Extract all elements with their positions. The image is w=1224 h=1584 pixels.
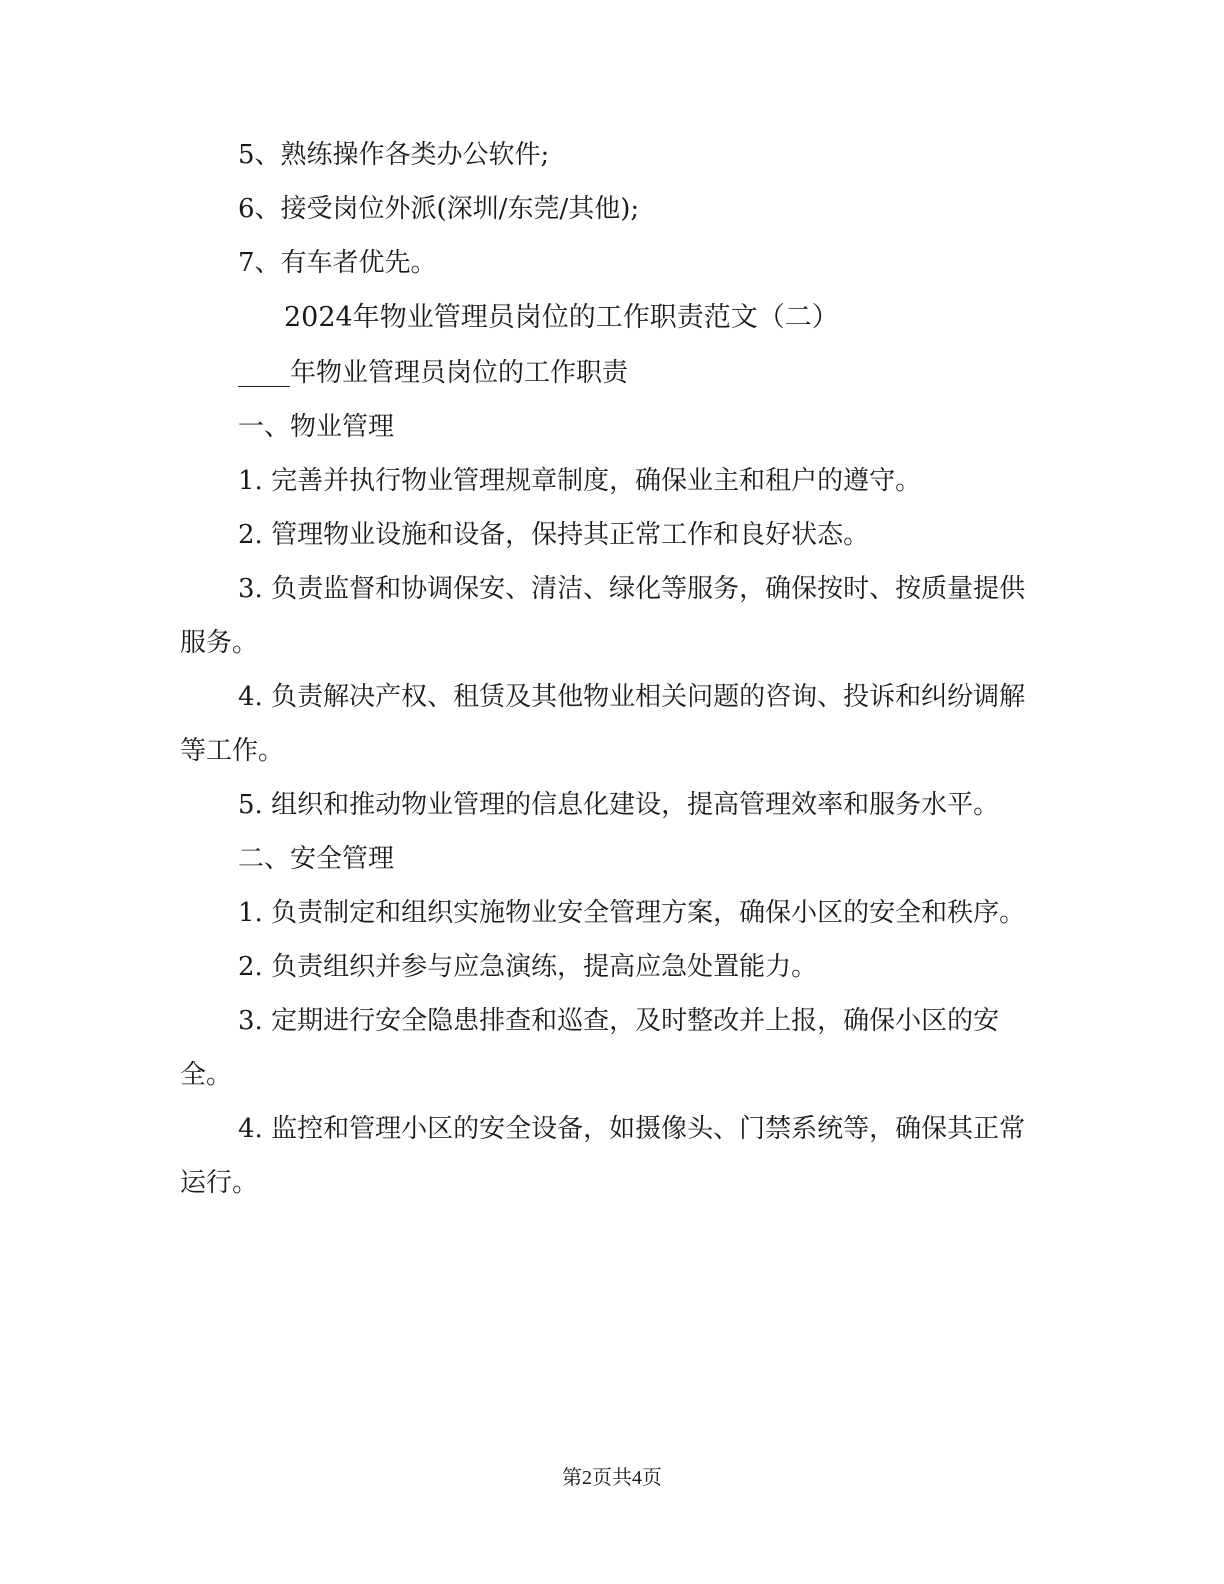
part2-item: 1. 负责制定和组织实施物业安全管理方案，确保小区的安全和秩序。	[238, 898, 1026, 928]
document-body	[180, 128, 1030, 1210]
part1-item: 1. 完善并执行物业管理规章制度，确保业主和租户的遵守。	[238, 466, 922, 496]
part2-item: 3. 定期进行安全隐患排查和巡查，及时整改并上报，确保小区的安全。	[180, 1006, 1000, 1090]
part1-item: 2. 管理物业设施和设备，保持其正常工作和良好状态。	[238, 520, 870, 550]
part1-heading: 一、物业管理	[238, 412, 395, 442]
part2-item: 2. 负责组织并参与应急演练，提高应急处置能力。	[238, 952, 818, 982]
section-title: 2024年物业管理员岗位的工作职责范文（二）	[284, 302, 839, 333]
part1-item: 4. 负责解决产权、租赁及其他物业相关问题的咨询、投诉和纠纷调解等工作。	[180, 682, 1026, 766]
requirement-item-7: 7、有车者优先。	[238, 248, 437, 278]
section-subtitle: ____年物业管理员岗位的工作职责	[238, 358, 629, 388]
requirement-item-6: 6、接受岗位外派(深圳/东莞/其他);	[238, 194, 640, 224]
part1-item: 5. 组织和推动物业管理的信息化建设，提高管理效率和服务水平。	[238, 790, 1000, 820]
part2-heading: 二、安全管理	[238, 844, 395, 874]
part2-item: 4. 监控和管理小区的安全设备，如摄像头、门禁系统等，确保其正常运行。	[180, 1114, 1026, 1198]
requirement-item-5: 5、熟练操作各类办公软件;	[238, 140, 550, 170]
part1-item: 3. 负责监督和协调保安、清洁、绿化等服务，确保按时、按质量提供服务。	[180, 574, 1026, 658]
page-footer: 第2页共4页	[562, 1467, 662, 1489]
